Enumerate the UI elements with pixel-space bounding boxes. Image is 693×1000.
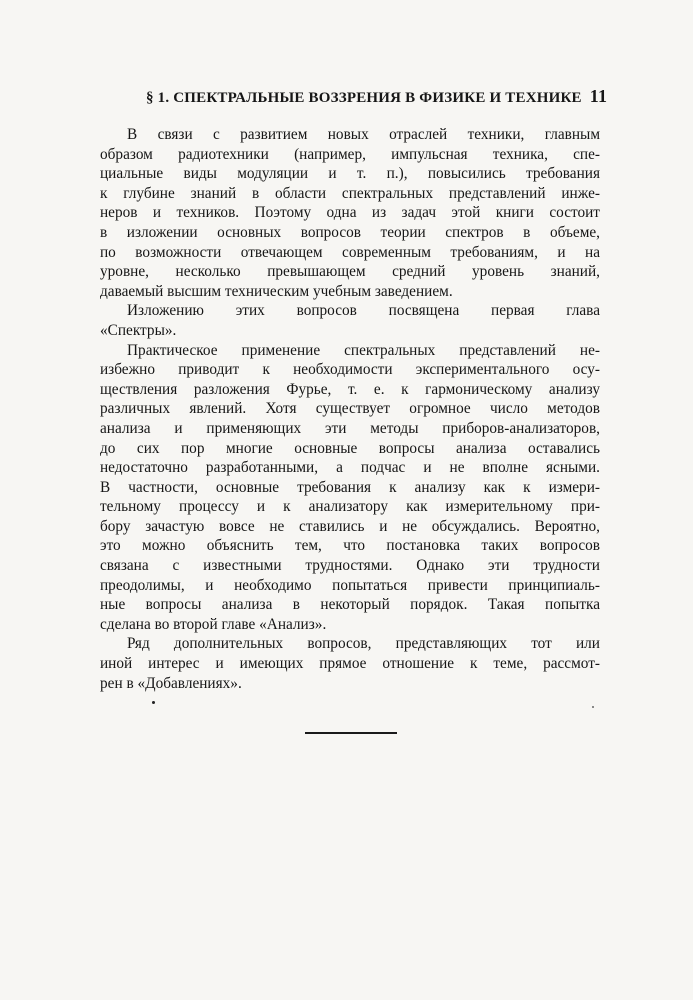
text-line: «Спектры».: [100, 321, 177, 339]
paragraph-1: [100, 125, 600, 301]
page-number: 11: [589, 86, 608, 106]
text-line: по возможности отвечающем современным требованиям, и на: [100, 243, 600, 261]
body-text: [100, 125, 600, 693]
text-line: бору зачастую вовсе не ставились и не обсуждались. Вероятно,: [100, 517, 600, 535]
text-line: различных явлений. Хотя существует огромное число методов: [100, 400, 600, 418]
text-line: в изложении основных вопросов теории спектров в объеме,: [100, 223, 600, 241]
ink-dot: [152, 701, 155, 704]
text-line: анализа и применяющих эти методы приборов-анализаторов,: [100, 419, 600, 437]
text-line: связана с известными трудностями. Однако эти трудности: [100, 557, 600, 575]
text-line: Изложению этих вопросов посвящена первая глава: [127, 302, 600, 320]
text-line: Ряд дополнительных вопросов, представляющих тот или: [127, 635, 600, 653]
text-line: В частности, основные требования к анализу как к измери-: [100, 478, 600, 496]
text-line: уровне, несколько превышающем средний уровень знаний,: [100, 263, 600, 281]
paragraph-2: [100, 301, 600, 340]
text-line: избежно приводит к необходимости экспериментального осу-: [100, 361, 600, 379]
text-line: Практическое применение спектральных представлений не-: [127, 341, 600, 359]
paragraph-4: [100, 634, 600, 693]
section-title: § 1. СПЕКТРАЛЬНЫЕ ВОЗЗРЕНИЯ В ФИЗИКЕ И ТЕХНИКЕ: [146, 90, 582, 106]
paper-speck: [592, 706, 594, 708]
text-line: В связи с развитием новых отраслей техники, главным: [127, 126, 600, 143]
text-line: недостаточно разработанными, а подчас и не вполне ясными.: [100, 459, 600, 477]
running-header: [146, 86, 608, 110]
paragraph-3: [100, 341, 600, 635]
text-line: это можно объяснить тем, что постановка таких вопросов: [100, 537, 600, 555]
text-line: сделана во второй главе «Анализ».: [100, 615, 327, 633]
text-line: преодолимы, и необходимо попытаться привести принципиаль-: [100, 576, 600, 594]
text-line: ществления разложения Фурье, т. е. к гармоническому анализу: [100, 380, 600, 398]
text-line: неров и техников. Поэтому одна из задач этой книги состоит: [100, 204, 600, 222]
text-line: иной интерес и имеющих прямое отношение к теме, рассмот-: [100, 655, 600, 673]
text-line: тельному процессу и к анализатору как измерительному при-: [100, 498, 600, 516]
text-line: до сих пор многие основные вопросы анализа оставались: [100, 439, 600, 457]
text-line: рен в «Добавлениях».: [100, 674, 242, 692]
text-line: образом радиотехники (например, импульсная техника, спе-: [100, 145, 600, 163]
section-end-rule: [305, 732, 397, 734]
text-line: ные вопросы анализа в некоторый порядок. Такая попытка: [100, 596, 600, 614]
text-line: даваемый высшим техническим учебным заведением.: [100, 282, 453, 300]
text-line: к глубине знаний в области спектральных представлений инже-: [100, 184, 600, 202]
text-line: циальные виды модуляции и т. п.), повысились требования: [100, 165, 600, 183]
